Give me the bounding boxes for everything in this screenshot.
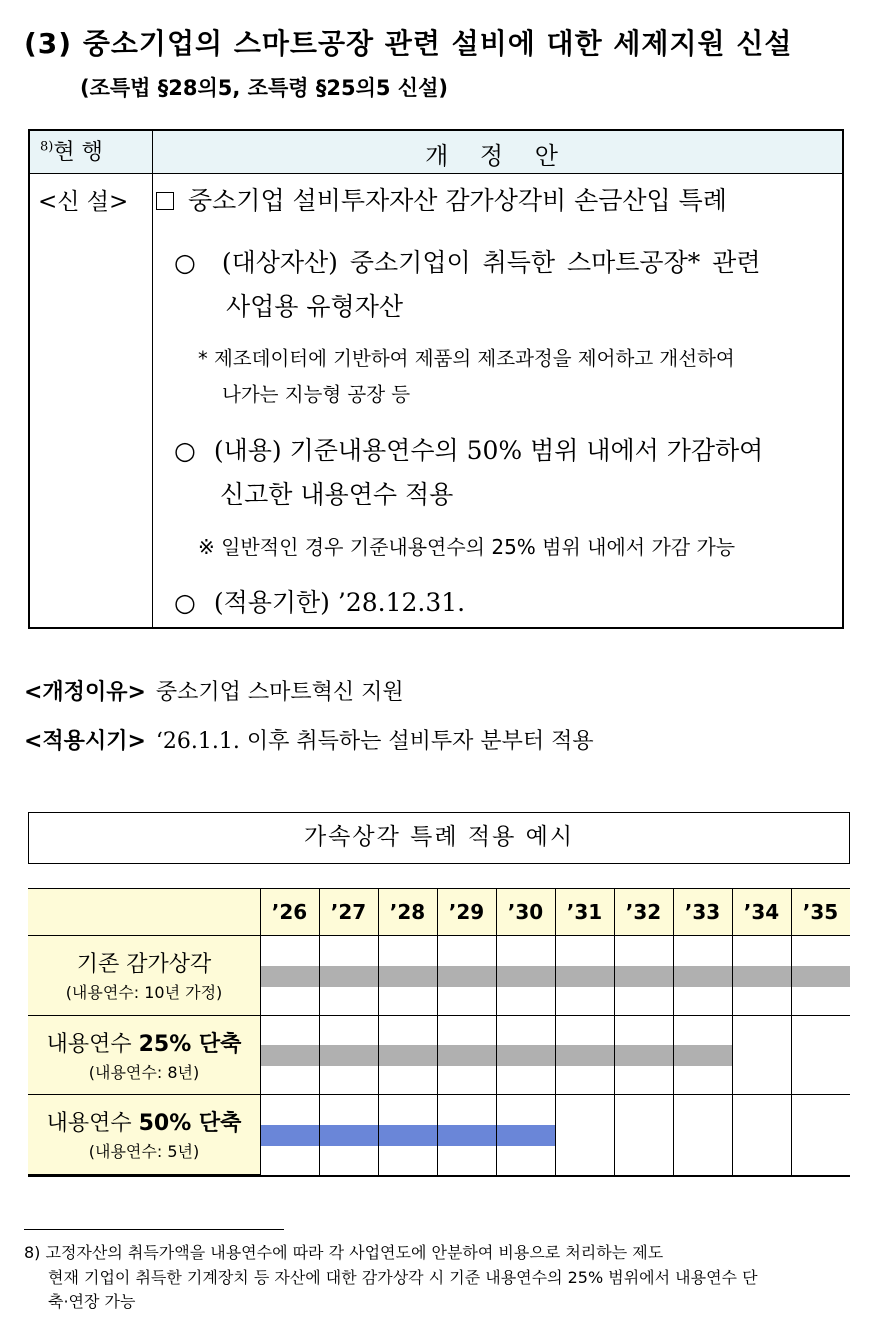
year-header: ’30 — [507, 900, 544, 924]
revision-reason-text: 중소기업 스마트혁신 지원 — [155, 680, 404, 705]
current-new-label: <신 설> — [38, 189, 129, 215]
header-proposal: 개 정 안 — [425, 142, 570, 170]
row-label-sub: (내용연수: 5년) — [88, 1142, 200, 1161]
grid-column-line — [437, 888, 438, 1176]
asterisk-note-line2: 나가는 지능형 공장 등 — [222, 383, 411, 406]
grid-column-line — [791, 888, 792, 1176]
year-header: ’26 — [271, 900, 308, 924]
bullet-target-assets-line2: 사업용 유형자산 — [226, 292, 403, 321]
effective-date — [24, 724, 594, 755]
timeline-row-label — [28, 1016, 260, 1096]
revision-reason — [24, 675, 404, 706]
grid-column-line — [260, 888, 261, 1176]
year-header: ’35 — [802, 900, 839, 924]
example-title: 가속상각 특례 적용 예시 — [28, 812, 850, 864]
bullet2-text: (내용) 기준내용연수의 50% 범위 내에서 가감하여 — [213, 436, 764, 465]
reference-note: ※ 일반적인 경우 기준내용연수의 25% 범위 내에서 가감 가능 — [198, 535, 736, 559]
grid-column-line — [732, 888, 733, 1176]
year-header: ’32 — [625, 900, 662, 924]
column-divider — [152, 131, 153, 627]
section-subtitle: (조특법 §28의5, 조특령 §25의5 신설) — [80, 76, 448, 100]
footnote-line2: 현재 기업이 취득한 기계장치 등 자산에 대한 감가상각 시 기준 내용연수의 25% 범위에서 내용연수 단 — [48, 1268, 758, 1287]
effective-date-text: ‘26.1.1. 이후 취득하는 설비투자 분부터 적용 — [155, 729, 594, 754]
footnote-separator — [24, 1229, 284, 1230]
asterisk-note-line1: * 제조데이터에 기반하여 제품의 제조과정을 제어하고 개선하여 — [198, 347, 735, 370]
bullet-target-assets — [174, 243, 760, 279]
row-label-sub: (내용연수: 10년 가정) — [65, 983, 223, 1002]
grid-column-line — [496, 888, 497, 1176]
timeline-row-label — [28, 1095, 260, 1175]
bullet-deadline — [174, 583, 465, 619]
footnote-ref: 8) — [40, 139, 54, 155]
row-label-main: 내용연수 25% 단축 — [46, 1031, 242, 1057]
bullet3-text: (적용기한) ’28.12.31. — [213, 588, 466, 617]
effective-date-label: <적용시기> — [24, 729, 146, 754]
bullet-content-line2: 신고한 내용연수 적용 — [220, 480, 454, 509]
year-header: ’34 — [743, 900, 780, 924]
bullet-circle-icon: ○ — [174, 436, 196, 465]
grid-column-line — [614, 888, 615, 1176]
row-label-main: 내용연수 50% 단축 — [46, 1111, 242, 1136]
year-header: ’27 — [330, 900, 367, 924]
grid-column-line — [378, 888, 379, 1176]
section-title: (3) 중소기업의 스마트공장 관련 설비에 대한 세제지원 신설 — [24, 27, 793, 60]
comparison-table — [28, 129, 844, 629]
depreciation-bar — [260, 1125, 555, 1146]
checkbox-square-icon — [156, 192, 174, 210]
year-header: ’28 — [389, 900, 426, 924]
grid-column-line — [673, 888, 674, 1176]
bullet-circle-icon: ○ — [174, 248, 196, 277]
bullet-content — [174, 431, 763, 467]
item-title-text: 중소기업 설비투자자산 감가상각비 손금산입 특례 — [188, 186, 727, 215]
year-header: ’33 — [684, 900, 721, 924]
bullet1-text: (대상자산) 중소기업이 취득한 스마트공장* 관련 — [221, 248, 761, 277]
revision-reason-label: <개정이유> — [24, 680, 146, 705]
row-label-sub: (내용연수: 8년) — [88, 1062, 200, 1082]
header-current — [40, 135, 103, 166]
footnote-line1: 8) 고정자산의 취득가액을 내용연수에 따라 각 사업연도에 안분하여 비용으로 처리하는 제도 — [24, 1243, 664, 1262]
year-header: ’29 — [448, 900, 485, 924]
row-label-main: 기존 감가상각 — [76, 952, 212, 977]
grid-column-line — [555, 888, 556, 1176]
footnote-line3: 축·연장 가능 — [48, 1292, 136, 1311]
header-current-label: 현 행 — [53, 140, 103, 165]
year-header: ’31 — [566, 900, 603, 924]
depreciation-timeline — [28, 888, 850, 1176]
grid-column-line — [319, 888, 320, 1176]
proposal-item-title — [156, 181, 727, 217]
timeline-bottom-border — [28, 1175, 850, 1177]
bullet-circle-icon: ○ — [174, 588, 196, 617]
timeline-row-label — [28, 936, 260, 1016]
